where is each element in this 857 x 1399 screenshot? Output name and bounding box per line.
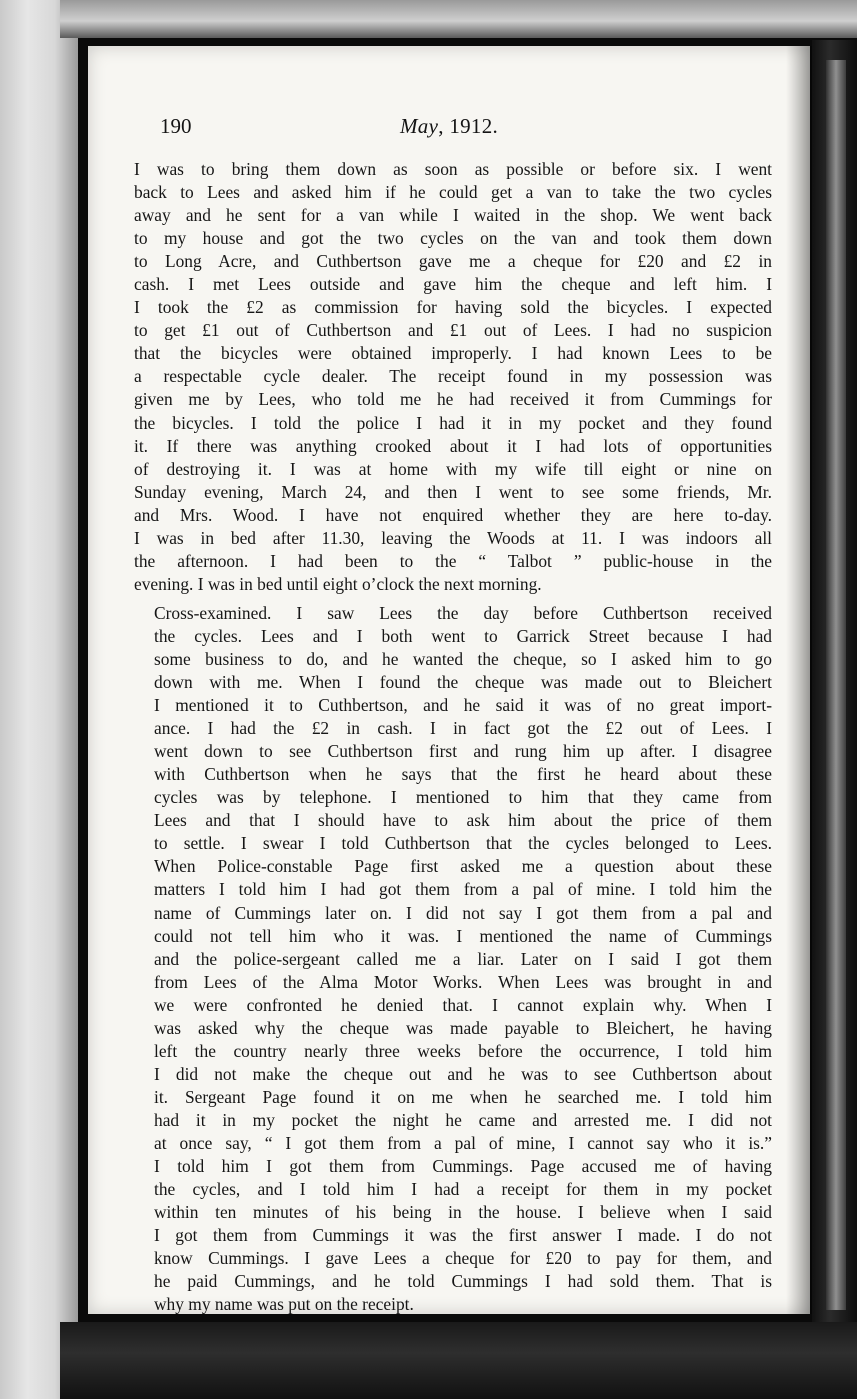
text-line: back to Lees and asked him if he could get a van to take the two cycles bbox=[134, 182, 772, 203]
text-line: from Lees of the Alma Motor Works. When Lees was brought in and bbox=[154, 971, 772, 992]
text-line: I did not make the cheque out and he was to see Cuthbertson about bbox=[154, 1063, 772, 1084]
running-title-year: , 1912. bbox=[438, 114, 499, 138]
text-line: with Cuthbertson when he says that the first he heard about these bbox=[154, 764, 772, 785]
text-line: he paid Cummings, and he told Cummings I had sold them. That is bbox=[154, 1271, 772, 1292]
film-bottom-margin bbox=[60, 1322, 857, 1399]
text-line: at once say, “ I got them from a pal of mine, I cannot say who it is.” bbox=[154, 1132, 772, 1153]
page-gutter-shadow bbox=[786, 46, 812, 1314]
text-line: to my house and got the two cycles on the van and took them down bbox=[134, 228, 772, 249]
text-line: could not tell him who it was. I mentioned the name of Cummings bbox=[154, 925, 772, 946]
text-line: that the bicycles were obtained improperly. I had known Lees to be bbox=[134, 343, 772, 364]
text-line: I told him I got them from Cummings. Page accused me of having bbox=[154, 1156, 772, 1177]
text-line: name of Cummings later on. I did not say I got them from a pal and bbox=[154, 902, 772, 923]
running-title bbox=[400, 114, 498, 139]
text-line: had it in my pocket the night he came and arrested me. I did not bbox=[154, 1109, 772, 1130]
film-left-margin bbox=[0, 0, 78, 1399]
text-line: was asked why the cheque was made payable to Bleichert, he having bbox=[154, 1017, 772, 1038]
text-line: to Long Acre, and Cuthbertson gave me a cheque for £20 and £2 in bbox=[134, 251, 772, 272]
text-line: went down to see Cuthbertson first and rung him up after. I disagree bbox=[154, 741, 772, 762]
page-number: 190 bbox=[160, 114, 192, 138]
text-line: the afternoon. I had been to the “ Talbot ” public-house in the bbox=[134, 550, 772, 571]
text-line: to settle. I swear I told Cuthbertson that the cycles belonged to Lees. bbox=[154, 833, 772, 854]
text-line: of destroying it. I was at home with my wife till eight or nine on bbox=[134, 458, 772, 479]
text-line: Sunday evening, March 24, and then I went to see some friends, Mr. bbox=[134, 481, 772, 502]
text-line: to get £1 out of Cuthbertson and £1 out of Lees. I had no suspicion bbox=[134, 320, 772, 341]
text-line: we were confronted he denied that. I cannot explain why. When I bbox=[154, 994, 772, 1015]
body-text bbox=[134, 158, 772, 1316]
text-line: I mentioned it to Cuthbertson, and he said it was of no great import- bbox=[154, 695, 772, 716]
text-line: I took the £2 as commission for having sold the bicycles. I expected bbox=[134, 297, 772, 318]
adjacent-page-edge bbox=[826, 60, 846, 1310]
paragraph bbox=[134, 158, 772, 596]
text-line: within ten minutes of his being in the house. I believe when I said bbox=[154, 1202, 772, 1223]
text-line: matters I told him I had got them from a pal of mine. I told him the bbox=[154, 879, 772, 900]
page-header bbox=[160, 114, 760, 144]
text-line: some business to do, and he wanted the cheque, so I asked him to go bbox=[154, 648, 772, 669]
text-line: a respectable cycle dealer. The receipt found in my possession was bbox=[134, 366, 772, 387]
text-line: I was to bring them down as soon as possible or before six. I went bbox=[134, 159, 772, 179]
running-title-month: May bbox=[400, 114, 439, 138]
text-line: cycles was by telephone. I mentioned to him that they came from bbox=[154, 787, 772, 808]
paragraph bbox=[134, 602, 772, 1316]
text-line: and the police-sergeant called me a liar. Later on I said I got them bbox=[154, 948, 772, 969]
text-line: evening. I was in bed until eight o’clock the next morning. bbox=[134, 573, 542, 594]
text-line: the cycles. Lees and I both went to Garrick Street because I had bbox=[154, 625, 772, 646]
text-line: it. If there was anything crooked about it I had lots of opportunities bbox=[134, 435, 772, 456]
text-line: know Cummings. I gave Lees a cheque for £20 to pay for them, and bbox=[154, 1248, 772, 1269]
text-line: I was in bed after 11.30, leaving the Woods at 11. I was indoors all bbox=[134, 527, 772, 548]
text-line: ance. I had the £2 in cash. I in fact got the £2 out of Lees. I bbox=[154, 718, 772, 739]
text-line: Lees and that I should have to ask him about the price of them bbox=[154, 810, 772, 831]
text-line: given me by Lees, who told me he had received it from Cummings for bbox=[134, 389, 772, 410]
text-line: left the country nearly three weeks before the occurrence, I told him bbox=[154, 1040, 772, 1061]
text-line: cash. I met Lees outside and gave him the cheque and left him. I bbox=[134, 274, 772, 295]
text-line: Cross-examined. I saw Lees the day before Cuthbertson received bbox=[154, 602, 772, 623]
film-top-margin bbox=[60, 0, 857, 38]
text-line: and Mrs. Wood. I have not enquired whether they are here to-day. bbox=[134, 504, 772, 525]
text-line: the bicycles. I told the police I had it in my pocket and they found bbox=[134, 412, 772, 433]
text-line: it. Sergeant Page found it on me when he searched me. I told him bbox=[154, 1086, 772, 1107]
text-line: why my name was put on the receipt. bbox=[154, 1294, 414, 1315]
text-line: the cycles, and I told him I had a receipt for them in my pocket bbox=[154, 1179, 772, 1200]
text-line: away and he sent for a van while I waited in the shop. We went back bbox=[134, 205, 772, 226]
text-line: When Police-constable Page first asked me a question about these bbox=[154, 856, 772, 877]
text-line: I got them from Cummings it was the first answer I made. I do not bbox=[154, 1225, 772, 1246]
text-line: down with me. When I found the cheque was made out to Bleichert bbox=[154, 672, 772, 693]
